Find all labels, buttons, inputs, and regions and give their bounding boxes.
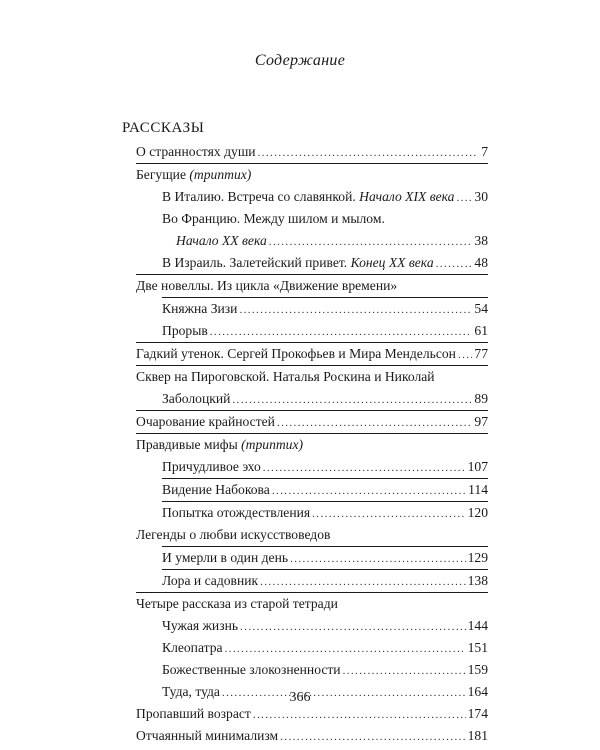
toc-entry[interactable]: Во Францию. Между шилом и мылом.	[162, 211, 385, 226]
section-heading: РАССКАЗЫ	[122, 120, 205, 136]
toc-entry[interactable]: Гадкий утенок. Сергей Прокофьев и Мира Мендельсон ..... 77	[136, 342, 488, 365]
table-of-contents	[122, 141, 488, 747]
toc-entry[interactable]: Клеопатра ..... 151	[122, 637, 488, 659]
toc-entry[interactable]: Начало ХХ века ..... 38	[122, 230, 488, 252]
toc-entry[interactable]: Две новеллы. Из цикла «Движение времени»	[136, 274, 488, 297]
toc-entry[interactable]: Пропавший возраст ..... 174	[122, 703, 488, 725]
toc-entry[interactable]: Четыре рассказа из старой тетради	[136, 592, 488, 615]
toc-entry[interactable]: Заболоцкий ..... 89	[122, 388, 488, 410]
toc-entry[interactable]: Божественные злокозненности ..... 159	[122, 659, 488, 681]
toc-entry[interactable]: Прорыв ..... 61	[122, 320, 488, 342]
toc-entry[interactable]: Правдивые мифы (триптих)	[136, 433, 488, 456]
toc-entry[interactable]: Причудливое эхо ..... 107	[122, 456, 488, 478]
toc-entry[interactable]: Чужая жизнь ..... 144	[122, 615, 488, 637]
toc-entry[interactable]: Попытка отождествления ..... 120	[162, 501, 488, 524]
toc-entry[interactable]: Княжна Зизи ..... 54	[162, 297, 488, 320]
toc-entry[interactable]: Видение Набокова ..... 114	[162, 478, 488, 501]
toc-entry[interactable]: Сквер на Пироговской. Наталья Роскина и Николай	[136, 365, 488, 388]
toc-entry[interactable]: Туда, туда ..... 164	[122, 681, 488, 703]
toc-entry[interactable]: Очарование крайностей ..... 97	[136, 410, 488, 433]
toc-entry[interactable]: Лора и садовник ..... 138	[162, 569, 488, 592]
toc-entry[interactable]: Бегущие (триптих)	[136, 163, 488, 186]
page-title: Содержание	[254, 52, 346, 69]
toc-entry[interactable]: В Италию. Встреча со славянкой. Начало XIX века ..... 30	[122, 186, 488, 208]
toc-entry[interactable]: Легенды о любви искусствоведов	[136, 527, 331, 542]
toc-entry[interactable]: И умерли в один день ..... 129	[162, 546, 488, 569]
toc-entry[interactable]: Отчаянный минимализм ..... 181	[122, 725, 488, 747]
page-number: 366	[289, 690, 311, 705]
toc-entry[interactable]: О странностях души ..... 7	[122, 141, 488, 163]
toc-entry[interactable]: В Израиль. Залетейский привет. Конец ХХ века ..... 48	[122, 252, 488, 274]
